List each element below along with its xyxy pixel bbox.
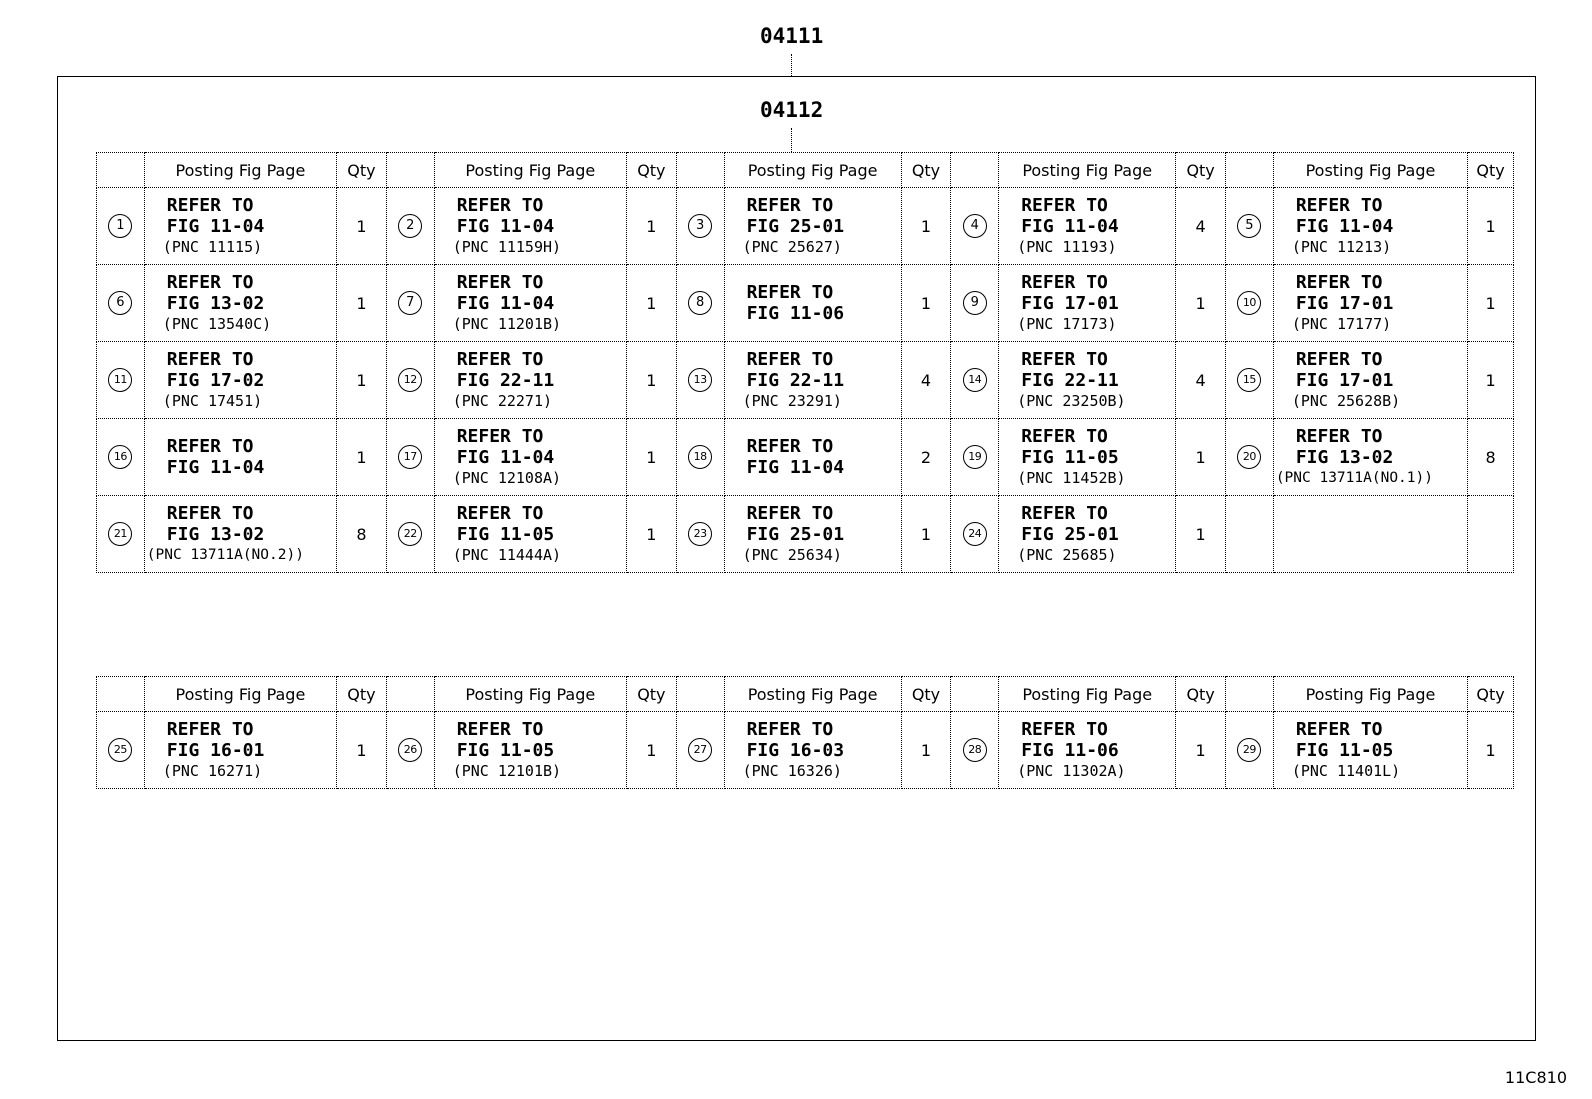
qty-cell: 1 xyxy=(626,188,676,265)
fig-reference: FIG 11-04 xyxy=(1295,215,1394,237)
item-number: 17 xyxy=(398,445,422,469)
qty-cell: 1 xyxy=(626,342,676,419)
qty-cell: 8 xyxy=(1468,419,1514,496)
reference-cell xyxy=(144,496,336,573)
fig-reference: FIG 11-05 xyxy=(1021,446,1119,468)
fig-reference: FIG 13-02 xyxy=(166,292,265,314)
header-qty: Qty xyxy=(1468,677,1514,712)
item-number-cell xyxy=(1226,188,1274,265)
reference-cell xyxy=(999,188,1176,265)
item-number-cell xyxy=(1226,496,1274,573)
refer-to-text: REFER TO xyxy=(166,348,254,370)
pnc-reference: (PNC 11213) xyxy=(1291,237,1392,256)
header-num-cell xyxy=(97,677,145,712)
reference-cell xyxy=(724,342,901,419)
item-number-cell xyxy=(386,712,434,789)
pnc-reference: (PNC 11401L) xyxy=(1291,761,1401,780)
header-qty: Qty xyxy=(337,153,387,188)
pnc-reference: (PNC 22271) xyxy=(452,391,553,410)
fig-reference: FIG 22-11 xyxy=(1021,369,1119,391)
refer-to-text: REFER TO xyxy=(166,718,254,740)
fig-reference: FIG 11-06 xyxy=(746,303,845,324)
item-number-cell xyxy=(97,712,145,789)
qty-cell: 1 xyxy=(337,419,387,496)
refer-to-text: REFER TO xyxy=(456,348,544,370)
fig-reference: FIG 11-05 xyxy=(456,523,555,545)
refer-to-text: REFER TO xyxy=(1021,718,1108,740)
refer-to-text: REFER TO xyxy=(1021,194,1108,216)
item-number-cell xyxy=(1226,712,1274,789)
reference-cell xyxy=(434,712,626,789)
refer-to-text: REFER TO xyxy=(166,502,254,524)
item-number-cell xyxy=(676,188,724,265)
item-number-cell xyxy=(386,342,434,419)
refer-to-text: REFER TO xyxy=(746,282,834,303)
header-posting-fig-page: Posting Fig Page xyxy=(724,153,901,188)
fig-reference: FIG 11-06 xyxy=(1021,739,1119,761)
reference-cell xyxy=(1273,496,1467,573)
pnc-reference: (PNC 17173) xyxy=(1017,314,1117,333)
pnc-reference: (PNC 12101B) xyxy=(452,761,562,780)
item-number: 8 xyxy=(688,291,712,315)
item-number: 19 xyxy=(963,445,987,469)
fig-reference: FIG 17-02 xyxy=(166,369,265,391)
qty-cell: 1 xyxy=(1468,188,1514,265)
reference-cell xyxy=(434,419,626,496)
reference-cell xyxy=(1273,712,1467,789)
table-row xyxy=(97,188,1514,265)
item-number-cell xyxy=(676,265,724,342)
reference-cell xyxy=(724,496,901,573)
table-row xyxy=(97,342,1514,419)
item-number: 14 xyxy=(963,368,987,392)
item-number: 25 xyxy=(108,738,132,762)
header-posting-fig-page: Posting Fig Page xyxy=(144,153,336,188)
item-number-cell xyxy=(386,419,434,496)
table-row xyxy=(97,496,1514,573)
fig-reference: FIG 17-01 xyxy=(1021,292,1119,314)
pnc-reference: (PNC 17177) xyxy=(1291,314,1392,333)
item-number: 18 xyxy=(688,445,712,469)
fig-reference: FIG 25-01 xyxy=(746,215,845,237)
fig-reference: FIG 25-01 xyxy=(746,523,845,545)
header-posting-fig-page: Posting Fig Page xyxy=(1273,153,1467,188)
header-row xyxy=(97,153,1514,188)
header-qty: Qty xyxy=(901,153,951,188)
reference-cell xyxy=(144,188,336,265)
refer-to-text: REFER TO xyxy=(1021,425,1108,447)
item-number: 28 xyxy=(963,738,987,762)
qty-cell: 1 xyxy=(1176,265,1226,342)
refer-to-text: REFER TO xyxy=(1295,348,1383,370)
fig-reference: FIG 16-01 xyxy=(166,739,265,761)
parts-table-second xyxy=(96,676,1514,789)
qty-cell: 1 xyxy=(626,265,676,342)
fig-reference: FIG 13-02 xyxy=(1295,446,1394,468)
item-number-cell xyxy=(386,188,434,265)
item-number: 3 xyxy=(688,214,712,238)
item-number-cell xyxy=(1226,265,1274,342)
header-num-cell xyxy=(97,153,145,188)
pnc-reference: (PNC 11302A) xyxy=(1017,761,1126,780)
qty-cell: 1 xyxy=(901,712,951,789)
item-number: 16 xyxy=(108,445,132,469)
item-number-cell xyxy=(676,712,724,789)
item-number: 11 xyxy=(108,368,132,392)
reference-cell xyxy=(999,712,1176,789)
refer-to-text: REFER TO xyxy=(166,194,254,216)
pnc-reference: (PNC 17451) xyxy=(162,391,263,410)
qty-cell: 1 xyxy=(337,265,387,342)
table-row xyxy=(97,712,1514,789)
reference-cell xyxy=(1273,419,1467,496)
pnc-reference: (PNC 11452B) xyxy=(1017,468,1126,487)
qty-cell: 1 xyxy=(901,496,951,573)
fig-reference: FIG 17-01 xyxy=(1295,369,1394,391)
item-number-cell xyxy=(97,342,145,419)
fig-reference: FIG 11-04 xyxy=(1021,215,1119,237)
pnc-reference: (PNC 11444A) xyxy=(452,545,562,564)
qty-cell: 1 xyxy=(1176,496,1226,573)
qty-cell: 1 xyxy=(1176,712,1226,789)
pnc-reference: (PNC 25685) xyxy=(1017,545,1117,564)
qty-cell: 1 xyxy=(1468,712,1514,789)
item-number: 21 xyxy=(108,522,132,546)
reference-cell xyxy=(1273,342,1467,419)
header-posting-fig-page: Posting Fig Page xyxy=(434,677,626,712)
fig-reference: FIG 11-05 xyxy=(1295,739,1394,761)
leader-line xyxy=(791,54,792,76)
header-num-cell xyxy=(676,677,724,712)
figure-code: 11C810 xyxy=(1504,1068,1567,1087)
header-posting-fig-page: Posting Fig Page xyxy=(999,677,1176,712)
item-number: 22 xyxy=(398,522,422,546)
item-number-cell xyxy=(676,496,724,573)
refer-to-text: REFER TO xyxy=(1295,271,1383,293)
item-number-cell xyxy=(951,712,999,789)
qty-cell: 1 xyxy=(626,496,676,573)
item-number-cell xyxy=(676,342,724,419)
header-num-cell xyxy=(386,153,434,188)
header-posting-fig-page: Posting Fig Page xyxy=(999,153,1176,188)
group-label-04112: 04112 xyxy=(760,98,824,122)
refer-to-text: REFER TO xyxy=(1021,348,1108,370)
reference-cell xyxy=(144,419,336,496)
fig-reference: FIG 22-11 xyxy=(456,369,555,391)
group-label-04111: 04111 xyxy=(760,24,824,48)
qty-cell: 1 xyxy=(1468,342,1514,419)
table-row xyxy=(97,265,1514,342)
fig-reference: FIG 17-01 xyxy=(1295,292,1394,314)
reference-cell xyxy=(1273,265,1467,342)
item-number-cell xyxy=(386,496,434,573)
fig-reference: FIG 22-11 xyxy=(746,369,845,391)
refer-to-text: REFER TO xyxy=(1021,502,1108,524)
item-number-cell xyxy=(1226,419,1274,496)
fig-reference: FIG 11-05 xyxy=(456,739,555,761)
header-qty: Qty xyxy=(626,677,676,712)
pnc-reference: (PNC 11201B) xyxy=(452,314,562,333)
pnc-reference: (PNC 25627) xyxy=(742,237,842,256)
qty-cell: 1 xyxy=(1176,419,1226,496)
reference-cell xyxy=(999,419,1176,496)
item-number-cell xyxy=(951,419,999,496)
fig-reference: FIG 11-04 xyxy=(166,457,265,478)
fig-reference: FIG 16-03 xyxy=(746,739,845,761)
item-number-cell xyxy=(951,265,999,342)
header-qty: Qty xyxy=(1176,153,1226,188)
header-qty: Qty xyxy=(337,677,387,712)
pnc-reference: (PNC 23250B) xyxy=(1017,391,1126,410)
reference-cell xyxy=(1273,188,1467,265)
table-row xyxy=(97,419,1514,496)
refer-to-text: REFER TO xyxy=(456,502,544,524)
fig-reference: FIG 13-02 xyxy=(166,523,265,545)
header-posting-fig-page: Posting Fig Page xyxy=(434,153,626,188)
fig-reference: FIG 25-01 xyxy=(1021,523,1119,545)
reference-cell xyxy=(434,188,626,265)
header-row xyxy=(97,677,1514,712)
fig-reference: FIG 11-04 xyxy=(746,457,845,478)
header-num-cell xyxy=(386,677,434,712)
header-num-cell xyxy=(676,153,724,188)
reference-cell xyxy=(999,265,1176,342)
reference-cell xyxy=(434,342,626,419)
item-number: 5 xyxy=(1237,214,1261,238)
reference-cell xyxy=(724,188,901,265)
qty-cell: 4 xyxy=(1176,188,1226,265)
leader-line xyxy=(791,128,792,152)
item-number: 2 xyxy=(398,214,422,238)
item-number-cell xyxy=(97,419,145,496)
item-number: 4 xyxy=(963,214,987,238)
header-num-cell xyxy=(1226,677,1274,712)
item-number: 26 xyxy=(398,738,422,762)
header-qty: Qty xyxy=(901,677,951,712)
header-posting-fig-page: Posting Fig Page xyxy=(144,677,336,712)
refer-to-text: REFER TO xyxy=(456,271,544,293)
refer-to-text: REFER TO xyxy=(456,718,544,740)
refer-to-text: REFER TO xyxy=(746,718,834,740)
qty-cell: 1 xyxy=(337,712,387,789)
reference-cell xyxy=(724,419,901,496)
item-number-cell xyxy=(1226,342,1274,419)
refer-to-text: REFER TO xyxy=(456,194,544,216)
item-number-cell xyxy=(951,496,999,573)
item-number: 27 xyxy=(688,738,712,762)
qty-cell: 2 xyxy=(901,419,951,496)
header-num-cell xyxy=(951,153,999,188)
pnc-reference: (PNC 25628B) xyxy=(1291,391,1401,410)
refer-to-text: REFER TO xyxy=(166,436,254,457)
fig-reference: FIG 11-04 xyxy=(456,292,555,314)
qty-cell: 1 xyxy=(901,188,951,265)
item-number-cell xyxy=(951,342,999,419)
fig-reference: FIG 11-04 xyxy=(456,446,555,468)
qty-cell: 4 xyxy=(901,342,951,419)
pnc-reference: (PNC 11159H) xyxy=(452,237,562,256)
refer-to-text: REFER TO xyxy=(1295,718,1383,740)
header-qty: Qty xyxy=(1176,677,1226,712)
pnc-reference: (PNC 13711A(NO.2)) xyxy=(146,546,304,563)
reference-cell xyxy=(144,712,336,789)
item-number: 9 xyxy=(963,291,987,315)
item-number: 23 xyxy=(688,522,712,546)
reference-cell xyxy=(724,265,901,342)
pnc-reference: (PNC 13711A(NO.1)) xyxy=(1275,469,1433,486)
header-qty: Qty xyxy=(1468,153,1514,188)
qty-cell: 8 xyxy=(337,496,387,573)
item-number-cell xyxy=(97,265,145,342)
item-number: 24 xyxy=(963,522,987,546)
pnc-reference: (PNC 16271) xyxy=(162,761,263,780)
qty-cell: 1 xyxy=(337,188,387,265)
item-number: 13 xyxy=(688,368,712,392)
item-number: 6 xyxy=(108,291,132,315)
fig-reference: FIG 11-04 xyxy=(166,215,265,237)
reference-cell xyxy=(724,712,901,789)
item-number-cell xyxy=(97,496,145,573)
qty-cell: 1 xyxy=(337,342,387,419)
refer-to-text: REFER TO xyxy=(746,502,834,524)
qty-cell: 4 xyxy=(1176,342,1226,419)
item-number: 1 xyxy=(108,214,132,238)
reference-cell xyxy=(434,265,626,342)
reference-cell xyxy=(144,342,336,419)
reference-cell xyxy=(144,265,336,342)
pnc-reference: (PNC 12108A) xyxy=(452,468,562,487)
pnc-reference: (PNC 23291) xyxy=(742,391,842,410)
qty-cell: 1 xyxy=(901,265,951,342)
header-posting-fig-page: Posting Fig Page xyxy=(1273,677,1467,712)
refer-to-text: REFER TO xyxy=(1295,425,1383,447)
fig-reference: FIG 11-04 xyxy=(456,215,555,237)
qty-cell: 1 xyxy=(626,712,676,789)
refer-to-text: REFER TO xyxy=(746,348,834,370)
item-number: 10 xyxy=(1237,291,1261,315)
header-num-cell xyxy=(1226,153,1274,188)
qty-cell xyxy=(1468,496,1514,573)
parts-table-main xyxy=(96,152,1514,573)
qty-cell: 1 xyxy=(1468,265,1514,342)
reference-cell xyxy=(434,496,626,573)
refer-to-text: REFER TO xyxy=(456,425,544,447)
header-qty: Qty xyxy=(626,153,676,188)
reference-cell xyxy=(999,342,1176,419)
item-number: 12 xyxy=(398,368,422,392)
refer-to-text: REFER TO xyxy=(746,194,834,216)
pnc-reference: (PNC 16326) xyxy=(742,761,842,780)
pnc-reference: (PNC 11193) xyxy=(1017,237,1117,256)
reference-cell xyxy=(999,496,1176,573)
item-number-cell xyxy=(676,419,724,496)
item-number: 15 xyxy=(1237,368,1261,392)
item-number-cell xyxy=(97,188,145,265)
pnc-reference: (PNC 13540C) xyxy=(162,314,272,333)
pnc-reference: (PNC 11115) xyxy=(162,237,263,256)
item-number: 7 xyxy=(398,291,422,315)
refer-to-text: REFER TO xyxy=(1021,271,1108,293)
refer-to-text: REFER TO xyxy=(1295,194,1383,216)
refer-to-text: REFER TO xyxy=(166,271,254,293)
qty-cell: 1 xyxy=(626,419,676,496)
item-number-cell xyxy=(951,188,999,265)
item-number-cell xyxy=(386,265,434,342)
pnc-reference: (PNC 25634) xyxy=(742,545,842,564)
header-num-cell xyxy=(951,677,999,712)
refer-to-text: REFER TO xyxy=(746,436,834,457)
item-number: 29 xyxy=(1237,738,1261,762)
header-posting-fig-page: Posting Fig Page xyxy=(724,677,901,712)
item-number: 20 xyxy=(1237,445,1261,469)
